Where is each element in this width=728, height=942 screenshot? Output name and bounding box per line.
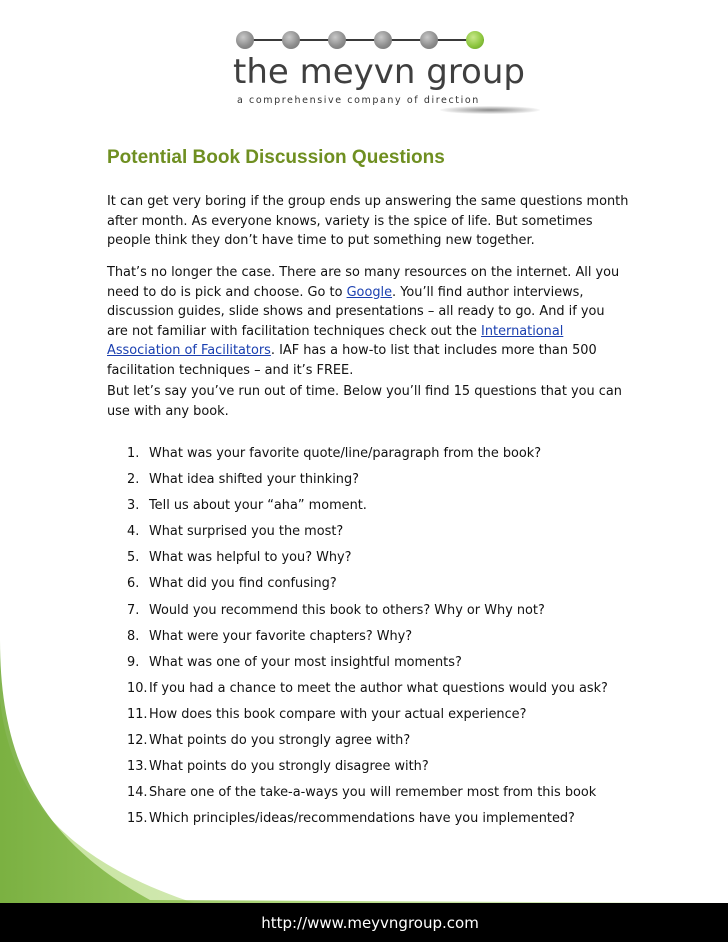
logo-dot xyxy=(282,31,300,49)
logo-dot-accent xyxy=(466,31,484,49)
question-text: How does this book compare with your actual experience? xyxy=(149,706,527,722)
question-number: 7. xyxy=(127,602,140,618)
question-text: Would you recommend this book to others? Why or Why not? xyxy=(149,602,545,618)
question-number: 14. xyxy=(127,785,148,801)
question-text: What points do you strongly disagree with? xyxy=(149,759,429,775)
question-number: 5. xyxy=(127,550,140,566)
paragraph-text: are not familiar with facilitation techniques check out the xyxy=(107,323,482,339)
paragraph-line: facilitation techniques – and it’s FREE. xyxy=(107,362,354,378)
question-number: 12. xyxy=(127,733,148,749)
question-text: What was one of your most insightful moments? xyxy=(149,654,462,670)
page-title: Potential Book Discussion Questions xyxy=(107,147,445,168)
question-number: 11. xyxy=(127,706,148,722)
paragraph-line: But let’s say you’ve run out of time. Below you’ll find 15 questions that you can xyxy=(107,384,622,399)
question-text: Share one of the take-a-ways you will remember most from this book xyxy=(149,785,597,801)
logo-dots xyxy=(236,29,486,51)
logo-dot xyxy=(420,31,438,49)
question-number: 10. xyxy=(127,680,148,696)
question-number: 4. xyxy=(127,524,140,540)
paragraph-line xyxy=(107,322,627,342)
question-number: 9. xyxy=(127,654,140,670)
paragraph-line: use with any book. xyxy=(107,403,229,419)
logo-dot xyxy=(328,31,346,49)
question-number: 8. xyxy=(127,628,140,644)
question-number: 13. xyxy=(127,759,148,775)
question-text: If you had a chance to meet the author what questions would you ask? xyxy=(149,680,608,696)
question-text: What was your favorite quote/line/paragraph from the book? xyxy=(149,446,542,461)
company-logo xyxy=(225,20,525,115)
question-text: What were your favorite chapters? Why? xyxy=(149,628,413,644)
resources-paragraph xyxy=(107,263,627,381)
paragraph-text: . You’ll find author interviews, xyxy=(392,284,584,300)
closing-paragraph xyxy=(107,382,627,421)
question-text: What did you find confusing? xyxy=(149,576,337,592)
intro-paragraph xyxy=(107,192,627,251)
question-text: Tell us about your “aha” moment. xyxy=(149,498,367,514)
paragraph-line xyxy=(107,283,627,303)
paragraph-text: need to do is pick and choose. Go to xyxy=(107,284,347,300)
paragraph-line: discussion guides, slide shows and presentations – all ready to go. And if you xyxy=(107,304,605,320)
question-number: 3. xyxy=(127,498,140,514)
question-text: What surprised you the most? xyxy=(149,524,344,540)
paragraph-line: That’s no longer the case. There are so many resources on the internet. All you xyxy=(107,265,620,280)
question-text: What was helpful to you? Why? xyxy=(149,550,352,566)
question-text: What idea shifted your thinking? xyxy=(149,472,360,488)
google-link[interactable]: Google xyxy=(346,284,393,300)
logo-wordmark: the meyvn group xyxy=(233,52,525,92)
iaf-link-part1[interactable]: International xyxy=(481,323,564,339)
question-number: 1. xyxy=(127,446,140,461)
footer-url: http://www.meyvngroup.com xyxy=(261,914,479,932)
logo-dots-line xyxy=(238,39,484,41)
iaf-link-part2[interactable]: Association of Facilitators xyxy=(107,343,271,359)
paragraph-line: It can get very boring if the group ends up answering the same questions month xyxy=(107,194,629,209)
question-number: 6. xyxy=(127,576,140,592)
paragraph-text: . IAF has a how-to list that includes more than 500 xyxy=(270,343,597,359)
question-text: Which principles/ideas/recommendations have you implemented? xyxy=(149,811,575,827)
question-text: What points do you strongly agree with? xyxy=(149,733,411,749)
paragraph-line xyxy=(107,341,627,361)
logo-swoosh xyxy=(440,106,540,114)
logo-dot xyxy=(374,31,392,49)
question-number: 2. xyxy=(127,472,140,488)
logo-tagline: a comprehensive company of direction xyxy=(237,95,480,106)
paragraph-line: people think they don’t have time to put something new together. xyxy=(107,233,535,249)
question-number: 15. xyxy=(127,811,148,827)
paragraph-line: after month. As everyone knows, variety is the spice of life. But sometimes xyxy=(107,213,593,229)
logo-dot xyxy=(236,31,254,49)
